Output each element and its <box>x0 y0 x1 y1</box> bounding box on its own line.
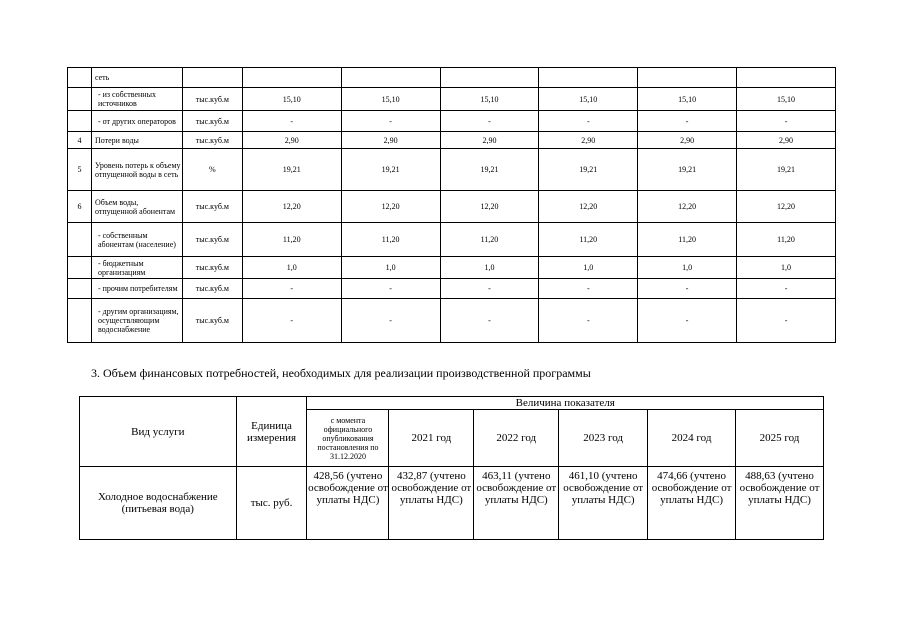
row-value: 15,10 <box>737 88 836 111</box>
row-value: 2,90 <box>440 132 539 149</box>
row-value: 2,90 <box>737 132 836 149</box>
row-value: - <box>242 299 341 343</box>
period-header: 2022 год <box>474 410 559 467</box>
row-value: - <box>539 279 638 299</box>
table-row <box>68 111 836 132</box>
row-value: - <box>341 111 440 132</box>
table-row <box>68 88 836 111</box>
row-value: 11,20 <box>341 223 440 257</box>
row-value <box>737 68 836 88</box>
row-number <box>68 68 92 88</box>
value-cell: 461,10 (учтено освобождение от уплаты НДС) <box>559 467 648 540</box>
table-row <box>68 149 836 191</box>
row-value: 19,21 <box>539 149 638 191</box>
row-value: - <box>737 111 836 132</box>
row-value: - <box>440 299 539 343</box>
data-row <box>80 467 824 540</box>
row-value: - <box>539 299 638 343</box>
row-value <box>440 68 539 88</box>
row-number: 5 <box>68 149 92 191</box>
row-name: - от других операторов <box>91 111 182 132</box>
row-unit: тыс.куб.м <box>182 111 242 132</box>
row-value: 11,20 <box>440 223 539 257</box>
row-name: - собственным абонентам (население) <box>91 223 182 257</box>
row-unit: тыс.куб.м <box>182 279 242 299</box>
row-value: 2,90 <box>242 132 341 149</box>
row-value: - <box>242 279 341 299</box>
value-cell: 488,63 (учтено освобождение от уплаты НДС) <box>736 467 824 540</box>
table-row <box>68 223 836 257</box>
row-number <box>68 257 92 279</box>
header-service: Вид услуги <box>80 397 237 467</box>
value-cell: 428,56 (учтено освобождение от уплаты НДС) <box>307 467 389 540</box>
row-name: - прочим потребителям <box>91 279 182 299</box>
row-value: 19,21 <box>242 149 341 191</box>
table-row <box>68 299 836 343</box>
row-value: - <box>440 111 539 132</box>
row-value: 15,10 <box>638 88 737 111</box>
row-value: - <box>638 111 737 132</box>
row-value: 1,0 <box>737 257 836 279</box>
period-header: с момента официального опубликования постановления по 31.12.2020 <box>307 410 389 467</box>
table-row <box>68 68 836 88</box>
row-value: 12,20 <box>341 191 440 223</box>
row-name: Уровень потерь к объему отпущенной воды в сеть <box>91 149 182 191</box>
value-cell: 432,87 (учтено освобождение от уплаты НДС) <box>389 467 474 540</box>
service-cell: Холодное водоснабжение (питьевая вода) <box>80 467 237 540</box>
row-value: 12,20 <box>737 191 836 223</box>
row-name: - бюджетным организациям <box>91 257 182 279</box>
production-indicators-body <box>68 68 836 343</box>
row-value: 2,90 <box>539 132 638 149</box>
row-value: - <box>737 299 836 343</box>
row-number: 6 <box>68 191 92 223</box>
row-value: 12,20 <box>440 191 539 223</box>
row-value: 19,21 <box>737 149 836 191</box>
row-unit: тыс.куб.м <box>182 299 242 343</box>
row-number <box>68 88 92 111</box>
header-row-1 <box>80 397 824 410</box>
row-value: 1,0 <box>341 257 440 279</box>
row-value: - <box>539 111 638 132</box>
row-value: - <box>638 299 737 343</box>
table-row <box>68 279 836 299</box>
row-unit: тыс.куб.м <box>182 223 242 257</box>
row-value: 1,0 <box>440 257 539 279</box>
value-cell: 463,11 (учтено освобождение от уплаты НДС) <box>474 467 559 540</box>
row-value: 1,0 <box>638 257 737 279</box>
row-value <box>341 68 440 88</box>
row-value: 11,20 <box>737 223 836 257</box>
value-cell: 474,66 (учтено освобождение от уплаты НДС) <box>648 467 736 540</box>
row-value: 19,21 <box>638 149 737 191</box>
row-value: - <box>638 279 737 299</box>
row-value: 11,20 <box>638 223 737 257</box>
table-row <box>68 132 836 149</box>
row-number <box>68 279 92 299</box>
row-value: 1,0 <box>242 257 341 279</box>
row-value: 11,20 <box>539 223 638 257</box>
row-name: Объем воды, отпущенной абонентам <box>91 191 182 223</box>
row-value: 15,10 <box>539 88 638 111</box>
row-number <box>68 299 92 343</box>
header-value: Величина показателя <box>307 397 824 410</box>
row-number <box>68 223 92 257</box>
row-value: 15,10 <box>440 88 539 111</box>
row-value: 15,10 <box>242 88 341 111</box>
row-unit: тыс.куб.м <box>182 88 242 111</box>
row-value <box>638 68 737 88</box>
row-value: 1,0 <box>539 257 638 279</box>
row-value: - <box>440 279 539 299</box>
row-value <box>539 68 638 88</box>
unit-cell: тыс. руб. <box>236 467 307 540</box>
header-unit: Единица измерения <box>236 397 307 467</box>
row-name: сеть <box>91 68 182 88</box>
row-unit <box>182 68 242 88</box>
period-header: 2025 год <box>736 410 824 467</box>
row-value: 12,20 <box>539 191 638 223</box>
table-row <box>68 191 836 223</box>
row-unit: тыс.куб.м <box>182 191 242 223</box>
row-value: - <box>341 299 440 343</box>
row-unit: тыс.куб.м <box>182 257 242 279</box>
row-value: 2,90 <box>638 132 737 149</box>
row-name: - другим организациям, осуществляющим водоснабжение <box>91 299 182 343</box>
period-header: 2024 год <box>648 410 736 467</box>
row-value <box>242 68 341 88</box>
period-header: 2021 год <box>389 410 474 467</box>
row-value: 19,21 <box>440 149 539 191</box>
row-value: - <box>341 279 440 299</box>
row-name: Потери воды <box>91 132 182 149</box>
row-number: 4 <box>68 132 92 149</box>
period-header: 2023 год <box>559 410 648 467</box>
row-value: 19,21 <box>341 149 440 191</box>
row-unit: % <box>182 149 242 191</box>
section-title: 3. Объем финансовых потребностей, необходимых для реализации производственной программы <box>91 366 591 380</box>
row-number <box>68 111 92 132</box>
financial-needs-table <box>79 396 824 540</box>
row-value: 2,90 <box>341 132 440 149</box>
row-value: 15,10 <box>341 88 440 111</box>
row-value: - <box>737 279 836 299</box>
row-value: 11,20 <box>242 223 341 257</box>
production-indicators-table <box>67 67 836 343</box>
row-value: - <box>242 111 341 132</box>
row-name: - из собственных источников <box>91 88 182 111</box>
row-value: 12,20 <box>638 191 737 223</box>
row-unit: тыс.куб.м <box>182 132 242 149</box>
row-value: 12,20 <box>242 191 341 223</box>
table-row <box>68 257 836 279</box>
